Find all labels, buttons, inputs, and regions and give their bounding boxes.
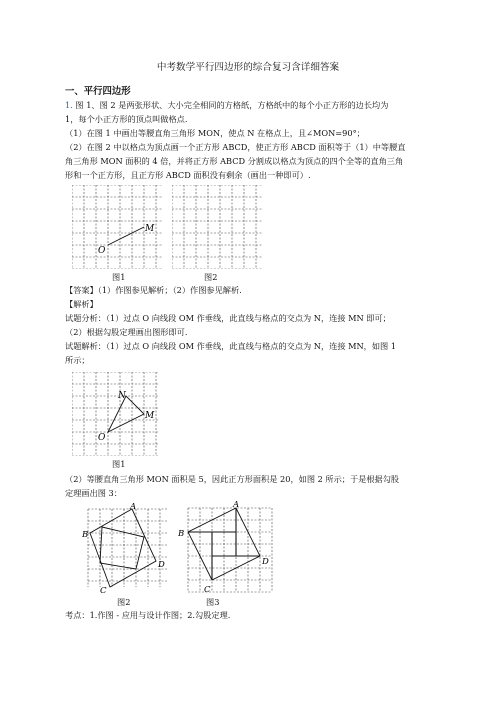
solution-line-2: 所示； bbox=[65, 355, 90, 365]
triangle-mon bbox=[108, 396, 144, 432]
label-n-solution: N bbox=[118, 391, 126, 401]
solution-figure-3-caption: 图3 bbox=[206, 597, 220, 607]
question-text-1: 图 1、图 2 是两张形状、大小完全相同的方格纸，方格纸中的每个小正方形的边长均为 bbox=[75, 100, 389, 110]
page-title: 中考数学平行四边形的综合复习含详细答案 bbox=[156, 62, 340, 73]
answer-line: 【答案】（1）作图参见解析；（2）作图参见解析. bbox=[65, 285, 242, 295]
part-1-text: （1）在图 1 中画出等腰直角三角形 MON，使点 N 在格点上，且∠MON=90°； bbox=[65, 128, 365, 138]
label-a-fig3: A bbox=[233, 500, 240, 510]
label-a: A bbox=[130, 503, 137, 512]
solution-figure-1-caption: 图1 bbox=[112, 459, 126, 469]
analysis-line-1: 试题分析：（1）过点 O 向线段 OM 作垂线，此直线与格点的交点为 N，连接 MN 即可； bbox=[65, 313, 391, 323]
part-2-line-1: （2）在图 2 中以格点为顶点画一个正方形 ABCD，使正方形 ABCD 面积等于（1）中等腰直 bbox=[65, 142, 406, 152]
label-b-fig3: B bbox=[178, 529, 185, 539]
label-o-solution: O bbox=[98, 433, 106, 443]
label-d-fig3: D bbox=[262, 557, 269, 567]
label-c-fig3: C bbox=[204, 585, 211, 595]
part-2-line-3: 形和一个正方形，且正方形 ABCD 面积没有剩余（画出一种即可）. bbox=[65, 170, 311, 180]
solution-figure-2-grid bbox=[82, 503, 174, 595]
segment-om bbox=[108, 227, 144, 245]
solution-figure-2-caption: 图2 bbox=[117, 597, 131, 607]
solution-2-line-2: 定理画出图 3： bbox=[65, 488, 122, 498]
figure-2-caption: 图2 bbox=[204, 272, 218, 282]
label-m-solution: M bbox=[145, 411, 155, 421]
solution-2-line-1: （2）等腰直角三角形 MON 面积是 5，因此正方形面积是 20，如图 2 所示；于是根据勾股 bbox=[65, 474, 400, 484]
analysis-line-2: （2）根据勾股定理画出图形即可. bbox=[65, 327, 188, 337]
analysis-label: 【解析】 bbox=[65, 299, 98, 309]
label-d: D bbox=[158, 560, 165, 570]
label-c: C bbox=[100, 586, 107, 595]
kaodian-line: 考点：1.作图 - 应用与设计作图；2.勾股定理. bbox=[65, 610, 231, 620]
section-heading: 一、平行四边形 bbox=[65, 86, 131, 97]
part-2-line-2: 角三角形 MON 面积的 4 倍，并将正方形 ABCD 分割成以格点为顶点的四个全等的直角三角 bbox=[65, 156, 404, 166]
figure-1-grid bbox=[72, 185, 162, 269]
solution-figure-3-grid bbox=[178, 500, 274, 596]
label-m: M bbox=[145, 224, 155, 234]
question-number: 1. bbox=[65, 100, 73, 110]
figure-1-caption: 图1 bbox=[112, 272, 126, 282]
question-line-1 bbox=[65, 101, 388, 109]
solution-figure-1-grid bbox=[72, 372, 158, 456]
label-b: B bbox=[82, 530, 89, 540]
label-o: O bbox=[98, 246, 106, 256]
question-line-2: 1，每个小正方形的顶点叫做格点. bbox=[65, 114, 188, 124]
solution-line-1: 试题解析：（1）过点 O 向线段 OM 作垂线，此直线与格点的交点为 N，连接 MN，如图 1 bbox=[65, 341, 397, 351]
figure-2-grid bbox=[172, 185, 262, 269]
